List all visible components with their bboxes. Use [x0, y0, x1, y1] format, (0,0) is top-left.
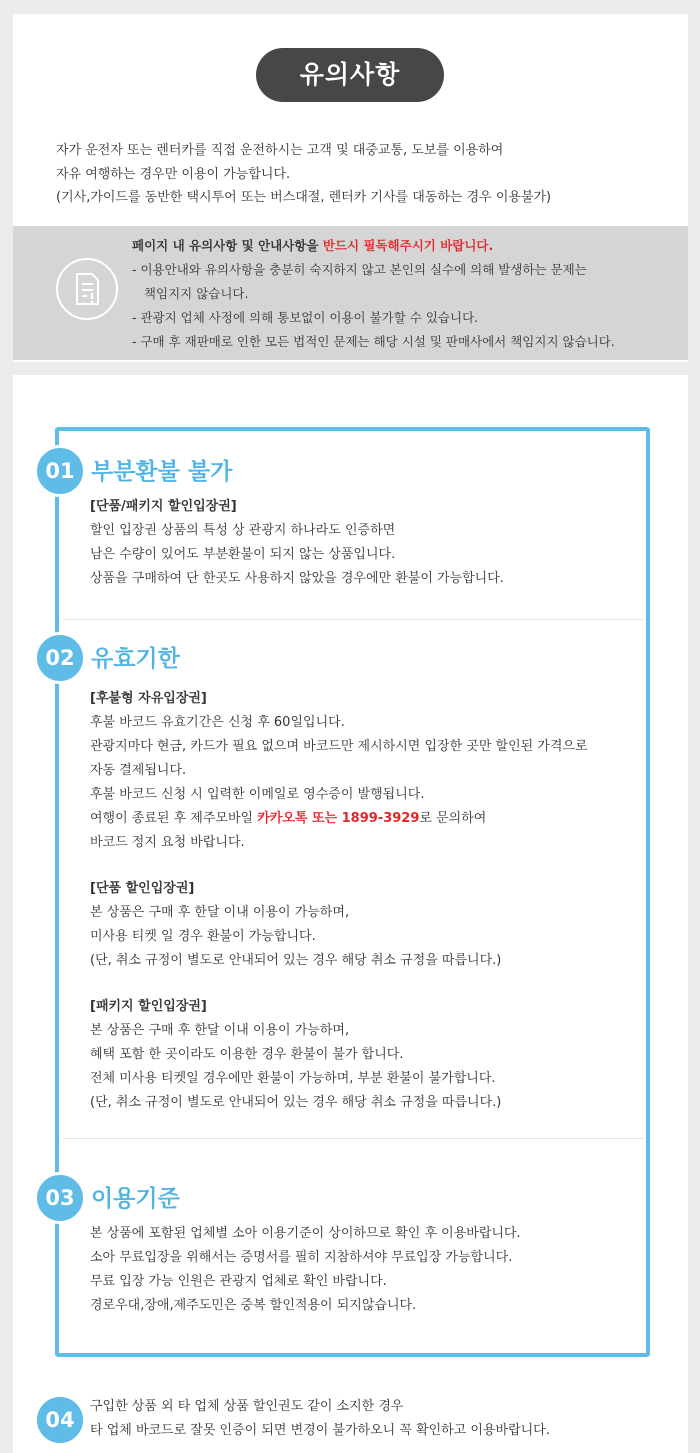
section-line: 자동 결제됩니다. [90, 763, 187, 778]
section-line: 타 업체 바코드로 잘못 인증이 되면 변경이 불가하오니 꼭 확인하고 이용바랍니다. [90, 1423, 550, 1438]
section-line: (단, 취소 규정이 별도로 안내되어 있는 경우 해당 취소 규정을 따릅니다.) [90, 1095, 502, 1110]
section-line: 남은 수량이 있어도 부분환불이 되지 않는 상품입니다. [90, 547, 396, 562]
intro-text [56, 139, 551, 210]
section-line: 본 상품에 포함된 업체별 소아 이용기준이 상이하므로 확인 후 이용바랍니다. [90, 1226, 521, 1241]
notice-text [132, 234, 615, 354]
notice-line: - 이용안내와 유의사항을 충분히 숙지하지 않고 본인의 실수에 의해 발생하는 문제는 [132, 262, 587, 277]
notice-title-prefix: 페이지 내 유의사항 및 안내사항을 [132, 238, 323, 253]
section-line: 후불 바코드 신청 시 입력한 이메일로 영수증이 발행됩니다. [90, 787, 425, 802]
section-line: 본 상품은 구매 후 한달 이내 이용이 가능하며, [90, 905, 350, 920]
section-line: 구입한 상품 외 타 업체 상품 할인권도 같이 소지한 경우 [90, 1399, 404, 1414]
section-line: 상품을 구매하여 단 한곳도 사용하지 않았을 경우에만 환불이 가능합니다. [90, 571, 504, 586]
intro-line: 자가 운전자 또는 렌터카를 직접 운전하시는 고객 및 대중교통, 도보를 이용하여 [56, 143, 504, 158]
section-number-badge: 01 [34, 445, 86, 497]
contact-emphasis: 카카오톡 또는 1899-3929 [257, 811, 420, 826]
section-line: 바코드 정지 요청 바랍니다. [90, 835, 245, 850]
intro-line: (기사,가이드를 동반한 택시투어 또는 버스대절, 렌터카 기사를 대동하는 경우 이용불가) [56, 190, 552, 205]
section-title: 이용기준 [91, 1186, 180, 1212]
section-line: 본 상품은 구매 후 한달 이내 이용이 가능하며, [90, 1023, 350, 1038]
section-line: 경로우대,장애,제주도민은 중복 할인적용이 되지않습니다. [90, 1298, 417, 1313]
intro-line: 자유 여행하는 경우만 이용이 가능합니다. [56, 166, 291, 182]
section-line: 관광지마다 현금, 카드가 필요 없으며 바코드만 제시하시면 입장한 곳만 할인된 가격으로 [90, 739, 588, 754]
section-line: (단, 취소 규정이 별도로 안내되어 있는 경우 해당 취소 규정을 따릅니다.) [90, 953, 502, 968]
contact-prefix: 여행이 종료된 후 제주모바일 [90, 811, 258, 826]
section-number-badge: 04 [34, 1394, 86, 1446]
page-title: 유의사항 [256, 48, 444, 102]
document-notice-icon [56, 258, 118, 320]
section-line: 혜택 포함 한 곳이라도 이용한 경우 환불이 불가 합니다. [90, 1047, 404, 1062]
section-line: 미사용 티켓 일 경우 환불이 가능합니다. [90, 929, 316, 944]
section-divider [63, 619, 643, 620]
section-number-badge: 03 [34, 1172, 86, 1224]
notice-title [132, 234, 615, 258]
section-line: 무료 입장 가능 인원은 관광지 업체로 확인 바랍니다. [90, 1274, 387, 1289]
notice-line: 책임지지 않습니다. [132, 286, 249, 301]
section-line: 할인 입장권 상품의 특성 상 관광지 하나라도 인증하면 [90, 523, 396, 538]
section-body [90, 1222, 521, 1318]
section-subtitle: [단품/패키지 할인입장권] [90, 499, 237, 514]
section-body [90, 1395, 550, 1443]
contact-suffix: 로 문의하여 [419, 811, 487, 826]
notice-title-emphasis: 반드시 필독해주시기 바랍니다. [322, 238, 494, 253]
notice-line: - 관광지 업체 사정에 의해 통보없이 이용이 불가할 수 있습니다. [132, 310, 479, 325]
notice-line: - 구매 후 재판매로 인한 모든 법적인 문제는 해당 시설 및 판매사에서 책임지지 않습니다. [132, 334, 615, 349]
section-line: 전체 미사용 티켓일 경우에만 환불이 가능하며, 부분 환불이 불가합니다. [90, 1071, 496, 1086]
section-line: 후불 바코드 유효기간은 신청 후 60일입니다. [90, 715, 345, 730]
section-number-badge: 02 [34, 632, 86, 684]
section-body [90, 495, 504, 591]
contact-line [90, 807, 588, 831]
section-title: 유효기한 [91, 646, 180, 672]
section-body [90, 687, 588, 1115]
section-divider [63, 1138, 643, 1139]
section-subtitle: [단품 할인입장권] [90, 881, 195, 896]
section-line: 소아 무료입장을 위해서는 증명서를 필히 지참하셔야 무료입장 가능합니다. [90, 1250, 513, 1265]
section-subtitle: [후불형 자유입장권] [90, 691, 207, 706]
section-subtitle: [패키지 할인입장권] [90, 999, 207, 1014]
section-title: 부분환불 불가 [91, 459, 233, 485]
